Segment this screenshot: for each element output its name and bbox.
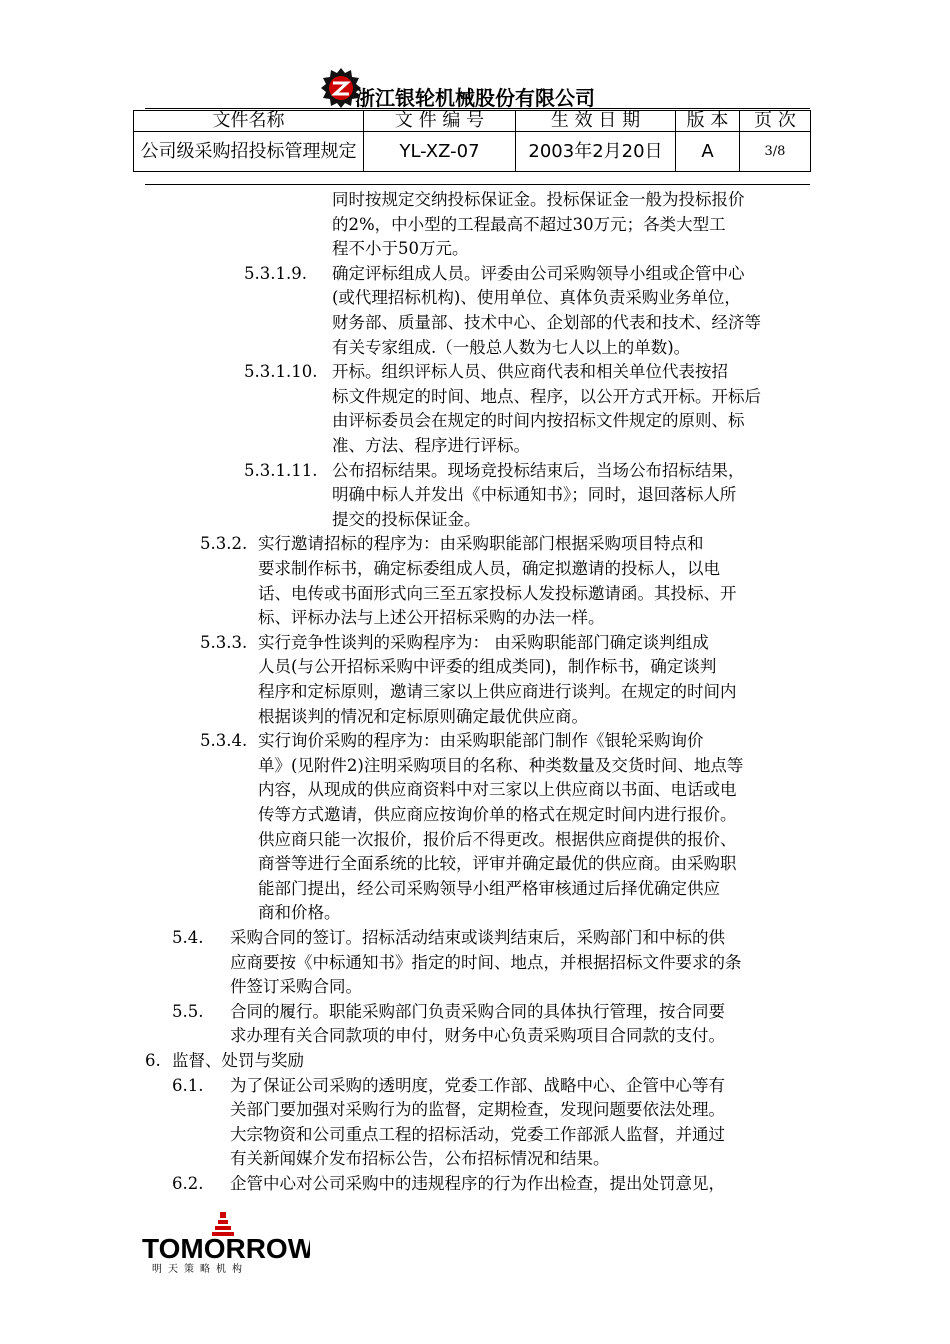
section-number: 6.1. <box>172 1075 204 1095</box>
body-text-line: 准、方法、程序进行评标。 <box>332 436 530 455</box>
body-text-line: 企管中心对公司采购中的违规程序的行为作出检查，提出处罚意见， <box>230 1174 725 1193</box>
body-text-line: 由评标委员会在规定的时间内按招标文件规定的原则、标 <box>332 411 745 431</box>
tomorrow-logo-icon <box>140 1212 310 1274</box>
header-bottom-rule <box>145 184 810 185</box>
footer-brand-logo <box>140 1212 310 1274</box>
body-text-line: 为了保证公司采购的透明度，党委工作部、战略中心、企管中心等有 <box>230 1075 725 1095</box>
label-doc-number: 文 件 编 号 <box>364 111 516 132</box>
body-text-line: 监督、处罚与奖励 <box>172 1051 304 1070</box>
label-version: 版 本 <box>676 111 740 132</box>
body-text-line: 商誉等进行全面系统的比较，评审并确定最优的供应商。由采购职 <box>258 854 737 874</box>
body-text-line: 确定评标组成人员。评委由公司采购领导小组或企管中心 <box>332 263 745 283</box>
document-header-table <box>133 110 811 172</box>
body-text-line: 有关新闻媒介发布招标公告，公布招标情况和结果。 <box>230 1149 610 1169</box>
body-text-line: 实行询价采购的程序为：由采购职能部门制作《银轮采购询价 <box>258 731 704 751</box>
body-text-line: 大宗物资和公司重点工程的招标活动，党委工作部派人监督，并通过 <box>230 1124 725 1144</box>
body-text-line: 实行邀请招标的程序为：由采购职能部门根据采购项目特点和 <box>258 534 704 554</box>
section-number: 5.3.1.11. <box>244 460 318 480</box>
doc-name: 公司级采购招投标管理规定 <box>134 132 364 172</box>
body-text-line: 合同的履行。职能采购部门负责采购合同的具体执行管理，按合同要 <box>230 1001 725 1021</box>
section-number: 5.3.4. <box>200 731 248 751</box>
effective-date: 2003年2月20日 <box>516 132 676 172</box>
body-text-line: 传等方式邀请，供应商应按询价单的格式在规定时间内进行报价。 <box>258 805 737 824</box>
company-name: 浙江银轮机械股份有限公司 <box>355 86 595 110</box>
body-text-line: 应商要按《中标通知书》指定的时间、地点，并根据招标文件要求的条 <box>230 952 742 972</box>
body-text-line: 提交的投标保证金。 <box>332 509 481 529</box>
section-number: 5.3.3. <box>200 632 248 652</box>
body-text-line: 件签订采购合同。 <box>230 977 362 997</box>
label-page: 页 次 <box>740 111 811 132</box>
body-text-line: 能部门提出，经公司采购领导小组严格审核通过后择优确定供应 <box>258 878 720 898</box>
body-text-line: 公布招标结果。现场竞投标结束后，当场公布招标结果， <box>332 460 745 480</box>
label-effective-date: 生 效 日 期 <box>516 111 676 132</box>
body-text-line: 标、评标办法与上述公开招标采购的办法一样。 <box>258 608 605 628</box>
section-number: 5.3.1.10. <box>244 362 318 382</box>
footer-brand-sub: 明天策略机构 <box>152 1264 248 1274</box>
body-text-line: 标文件规定的时间、地点、程序，以公开方式开标。开标后 <box>332 386 761 406</box>
body-text-line: 同时按规定交纳投标保证金。投标保证金一般为投标报价 <box>332 190 745 209</box>
body-text-line: 有关专家组成.（一般总人数为七人以上的单数)。 <box>332 337 691 357</box>
body-text-line: 话、电传或书面形式向三至五家投标人发投标邀请函。其投标、开 <box>258 583 737 603</box>
footer-brand: TOMORROW <box>142 1233 310 1264</box>
body-text-line: 供应商只能一次报价，报价后不得更改。根据供应商提供的报价、 <box>258 829 737 849</box>
body-text-line: 人员(与公开招标采购中评委的组成类同)，制作标书，确定谈判 <box>258 657 717 677</box>
body-text-line: 程序和定标原则，邀请三家以上供应商进行谈判。在规定的时间内 <box>258 682 737 701</box>
body-text-line: 明确中标人并发出《中标通知书》；同时，退回落标人所 <box>332 485 737 505</box>
header-rule <box>145 108 810 109</box>
body-text-line: 关部门要加强对采购行为的监督，定期检查，发现问题要依法处理。 <box>230 1100 725 1120</box>
version: A <box>676 132 740 172</box>
section-number: 5.3.1.9. <box>244 263 307 283</box>
section-number: 6. <box>145 1051 161 1070</box>
body-text-line: 根据谈判的情况和定标原则确定最优供应商。 <box>258 706 588 726</box>
body-text-line: 求办理有关合同款项的申付，财务中心负责采购项目合同款的支付。 <box>230 1026 725 1046</box>
body-text-line: 采购合同的签订。招标活动结束或谈判结束后，采购部门和中标的供 <box>230 928 725 947</box>
section-number: 5.3.2. <box>200 534 248 554</box>
body-text-line: 开标。组织评标人员、供应商代表和相关单位代表按招 <box>332 362 728 382</box>
doc-number: YL-XZ-07 <box>364 132 516 172</box>
body-text-line: 单》(见附件2)注明采购项目的名称、种类数量及交货时间、地点等 <box>258 755 744 775</box>
section-number: 6.2. <box>172 1174 204 1193</box>
label-doc-name: 文件名称 <box>134 111 364 132</box>
section-number: 5.4. <box>172 928 204 947</box>
body-text-line: 的2%，中小型的工程最高不超过30万元；各类大型工 <box>332 214 726 234</box>
body-text-line: 商和价格。 <box>258 903 341 923</box>
body-text-line: 程不小于50万元。 <box>332 239 469 259</box>
body-text-line: 内容，从现成的供应商资料中对三家以上供应商以书面、电话或电 <box>258 780 737 800</box>
body-text-line: 要求制作标书，确定标委组成人员，确定拟邀请的投标人，以电 <box>258 559 720 578</box>
page-number: 3/8 <box>740 132 811 172</box>
body-text-line: 财务部、质量部、技术中心、企划部的代表和技术、经济等 <box>332 313 761 332</box>
section-number: 5.5. <box>172 1001 204 1021</box>
body-text-line: (或代理招标机构)、使用单位、真体负责采购业务单位， <box>332 288 741 308</box>
body-text-line: 实行竞争性谈判的采购程序为： 由采购职能部门确定谈判组成 <box>258 632 709 652</box>
